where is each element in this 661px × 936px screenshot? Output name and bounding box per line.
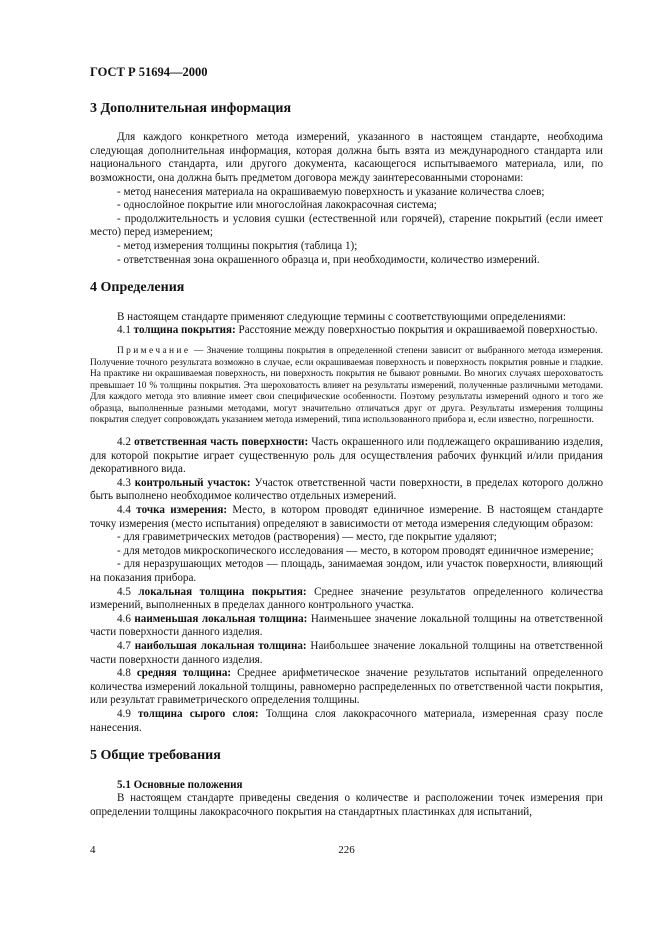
- section-4-title: 4 Определения: [90, 280, 185, 296]
- note-label: Примечание: [117, 345, 191, 356]
- page-number-left: 4: [90, 844, 96, 856]
- term: средняя толщина:: [136, 667, 232, 680]
- section-3-title: 3 Дополнительная информация: [90, 100, 292, 116]
- definition-4-6: 4.6 наименьшая локальная толщина: Наименьшее значение локальной толщины на ответственной части поверхности данного изделия.: [90, 612, 603, 639]
- definition-4-3: 4.3 контрольный участок: Участок ответственной части поверхности, в пределах которого должно быть выполнено необходимое количество отдельных измерений.: [90, 476, 604, 503]
- term: наибольшая локальная толщина:: [134, 639, 307, 652]
- list-item: - продолжительность и условия сушки (естественной или горячей), старение покрытий (если имеет место) перед измерением;: [90, 212, 603, 239]
- list-item: - для гравиметрических методов (растворения) — место, где покрытие удаляют;: [117, 531, 497, 544]
- definition-4-2: 4.2 ответственная часть поверхности: Часть окрашенного или подлежащего окрашиванию изделия, для которой покрытие играет существенную роль для осуществления рабочих функций и/или придания декоративного вида.: [90, 436, 604, 476]
- list-item: - однослойное покрытие или многослойная лакокрасочная система;: [117, 199, 437, 212]
- term: локальная толщина покрытия:: [138, 585, 307, 598]
- list-item: - метод нанесения материала на окрашиваемую поверхность и указание количества слоев;: [117, 185, 545, 198]
- list-item: - для неразрушающих методов — площадь, занимаемая зондом, или участок поверхности, влияющий на показания прибора.: [90, 558, 603, 584]
- list-item: - метод измерения толщины покрытия (таблица 1);: [117, 239, 358, 252]
- section-3-intro: Для каждого конкретного метода измерений, указанного в настоящем стандарте, необходима следующая дополнительная информация, которая должна быть взята из международного стандарта или национального стандарта, или другого документа, касающегося испытываемого материала, или, по возможности, она должна быть предметом договора между заинтересованными сторонами:: [90, 131, 603, 184]
- term: толщина покрытия:: [133, 324, 236, 337]
- term: толщина сырого слоя:: [137, 707, 259, 720]
- term: точка измерения:: [136, 504, 228, 517]
- standard-header: ГОСТ Р 51694—2000: [90, 65, 208, 79]
- list-item: - для методов микроскопического исследования — место, в котором проводят единичное измерение;: [117, 544, 594, 557]
- page-number-center: 226: [338, 844, 355, 856]
- note: Примечание — Значение толщины покрытия в определенной степени зависит от выбранного метода измерения. Получение точного результата возможно в случае, если окрашиваемая поверхность и поверхность покрытия ровные и гладкие. На практике ни окрашиваемая поверхность, ни поверхность покрытия не бывают ровными. Во многих случаях шероховатость превышает 10 % толщины покрытия. Эта шероховатость влияет на результаты измерений, полученные различными методами. Для каждого метода это влияние имеет свои специфические особенности. Поэтому результаты измерений одного и того же образца, выполненные разными методами, могут значительно отличаться друг от друга. Результаты измерения толщины покрытия следует сопровождать указанием метода измерений, типа использованного прибора и, если известно, погрешности.: [90, 345, 603, 426]
- section-5-title: 5 Общие требования: [90, 748, 221, 764]
- term: ответственная часть поверхности:: [134, 436, 309, 449]
- definition-4-7: 4.7 наибольшая локальная толщина: Наибольшее значение локальной толщины на ответственной части поверхности данного изделия.: [90, 639, 603, 666]
- subsection-5-1-title: 5.1 Основные положения: [117, 778, 243, 791]
- section-4-intro: В настоящем стандарте применяют следующие термины с соответствующими определениями:: [117, 310, 566, 323]
- list-item: - ответственная зона окрашенного образца и, при необходимости, количество измерений.: [117, 253, 540, 266]
- definition-4-5: 4.5 локальная толщина покрытия: Среднее значение результатов определенного количества измерений, выполненных в пределах данного контрольного участка.: [90, 585, 603, 612]
- definition-4-8: 4.8 средняя толщина: Среднее арифметическое значение результатов испытаний определенного количества измерений локальной толщины, равномерно распределенных по ответственной части покрытия, или результат гравиметрического определения толщины.: [90, 667, 603, 707]
- term: наименьшая локальная толщина:: [134, 612, 308, 625]
- definition-4-1: 4.1 толщина покрытия: Расстояние между поверхностью покрытия и окрашиваемой поверхностью.: [117, 324, 598, 337]
- term: контрольный участок:: [134, 476, 251, 489]
- definition-4-4: 4.4 точка измерения: Место, в котором проводят единичное измерение. В настоящем стандарте точку измерения (место испытания) определяют в зависимости от метода измерения следующим образом:: [90, 504, 603, 530]
- section-5-text: В настоящем стандарте приведены сведения о количестве и расположении точек измерения при определении толщины лакокрасочного покрытия на стандартных пластинках для испытаний,: [90, 792, 603, 818]
- definition-4-9: 4.9 толщина сырого слоя: Толщина слоя лакокрасочного материала, измеренная сразу после нанесения.: [90, 707, 603, 734]
